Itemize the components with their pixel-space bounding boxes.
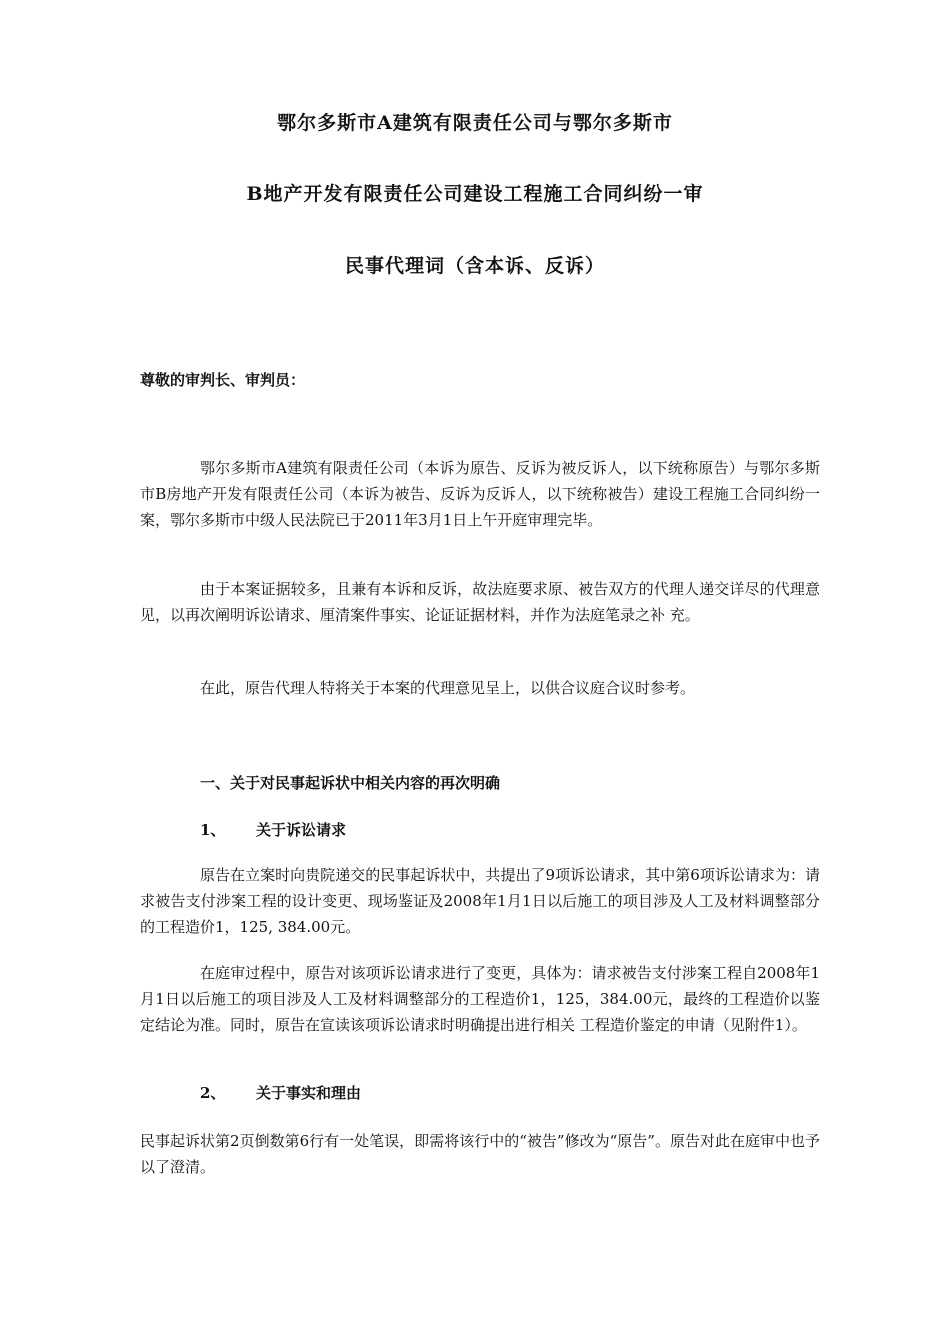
subsection-1-title: 关于诉讼请求	[256, 821, 347, 839]
subsection-2-title: 关于事实和理由	[256, 1084, 362, 1102]
document-title-line-1: 鄂尔多斯市A建筑有限责任公司与鄂尔多斯市	[277, 112, 673, 134]
salutation: 尊敬的审判长、审判员：	[140, 371, 306, 389]
document-title-line-3: 民事代理词（含本诉、反诉）	[344, 255, 605, 277]
subsection-2-heading	[200, 1082, 361, 1104]
subsection-1-paragraph-2: 在庭审过程中，原告对该项诉讼请求进行了变更，具体为：请求被告支付涉案工程自2008年1月1日以后施工的项目涉及人工及材料调整部分的工程造价1，125，384.00元，最终的工程造价以鉴定结论为准。同时，原告在宣读该项诉讼请求时明确提出进行相关 工程造价鉴定的申请（见附件1）。	[140, 964, 820, 1034]
subsection-1-paragraph-1: 原告在立案时向贵院递交的民事起诉状中，共提出了9项诉讼请求，其中第6项诉讼请求为：请求被告支付涉案工程的设计变更、现场鉴证及2008年1月1日以后施工的项目涉及人工及材料调整部分的工程造价1，125, 384.00元。	[140, 866, 820, 936]
subsection-2-paragraph-1: 民事起诉状第2页倒数第6行有一处笔误，即需将该行中的“被告”修改为“原告”。原告对此在庭审中也予以了澄清。	[140, 1132, 820, 1176]
intro-paragraph-2: 由于本案证据较多，且兼有本诉和反诉，故法庭要求原、被告双方的代理人递交详尽的代理意见，以再次阐明诉讼请求、厘清案件事实、论证证据材料，并作为法庭笔录之补 充。	[140, 580, 820, 624]
subsection-2-number: 2、	[200, 1084, 226, 1102]
subsection-1-heading	[200, 819, 346, 841]
subsection-1-number: 1、	[200, 821, 226, 839]
intro-paragraph-3: 在此，原告代理人特将关于本案的代理意见呈上，以供合议庭合议时参考。	[200, 679, 696, 697]
intro-paragraph-1: 鄂尔多斯市A建筑有限责任公司（本诉为原告、反诉为被反诉人，以下统称原告）与鄂尔多斯市B房地产开发有限责任公司（本诉为被告、反诉为反诉人，以下统称被告）建设工程施工合同纠纷一案，鄂尔多斯市中级人民法院已于2011年3月1日上午开庭审理完毕。	[140, 459, 820, 529]
section-1-heading: 一、关于对民事起诉状中相关内容的再次明确	[200, 774, 501, 792]
document-title-line-2: B地产开发有限责任公司建设工程施工合同纠纷一审	[246, 183, 704, 205]
